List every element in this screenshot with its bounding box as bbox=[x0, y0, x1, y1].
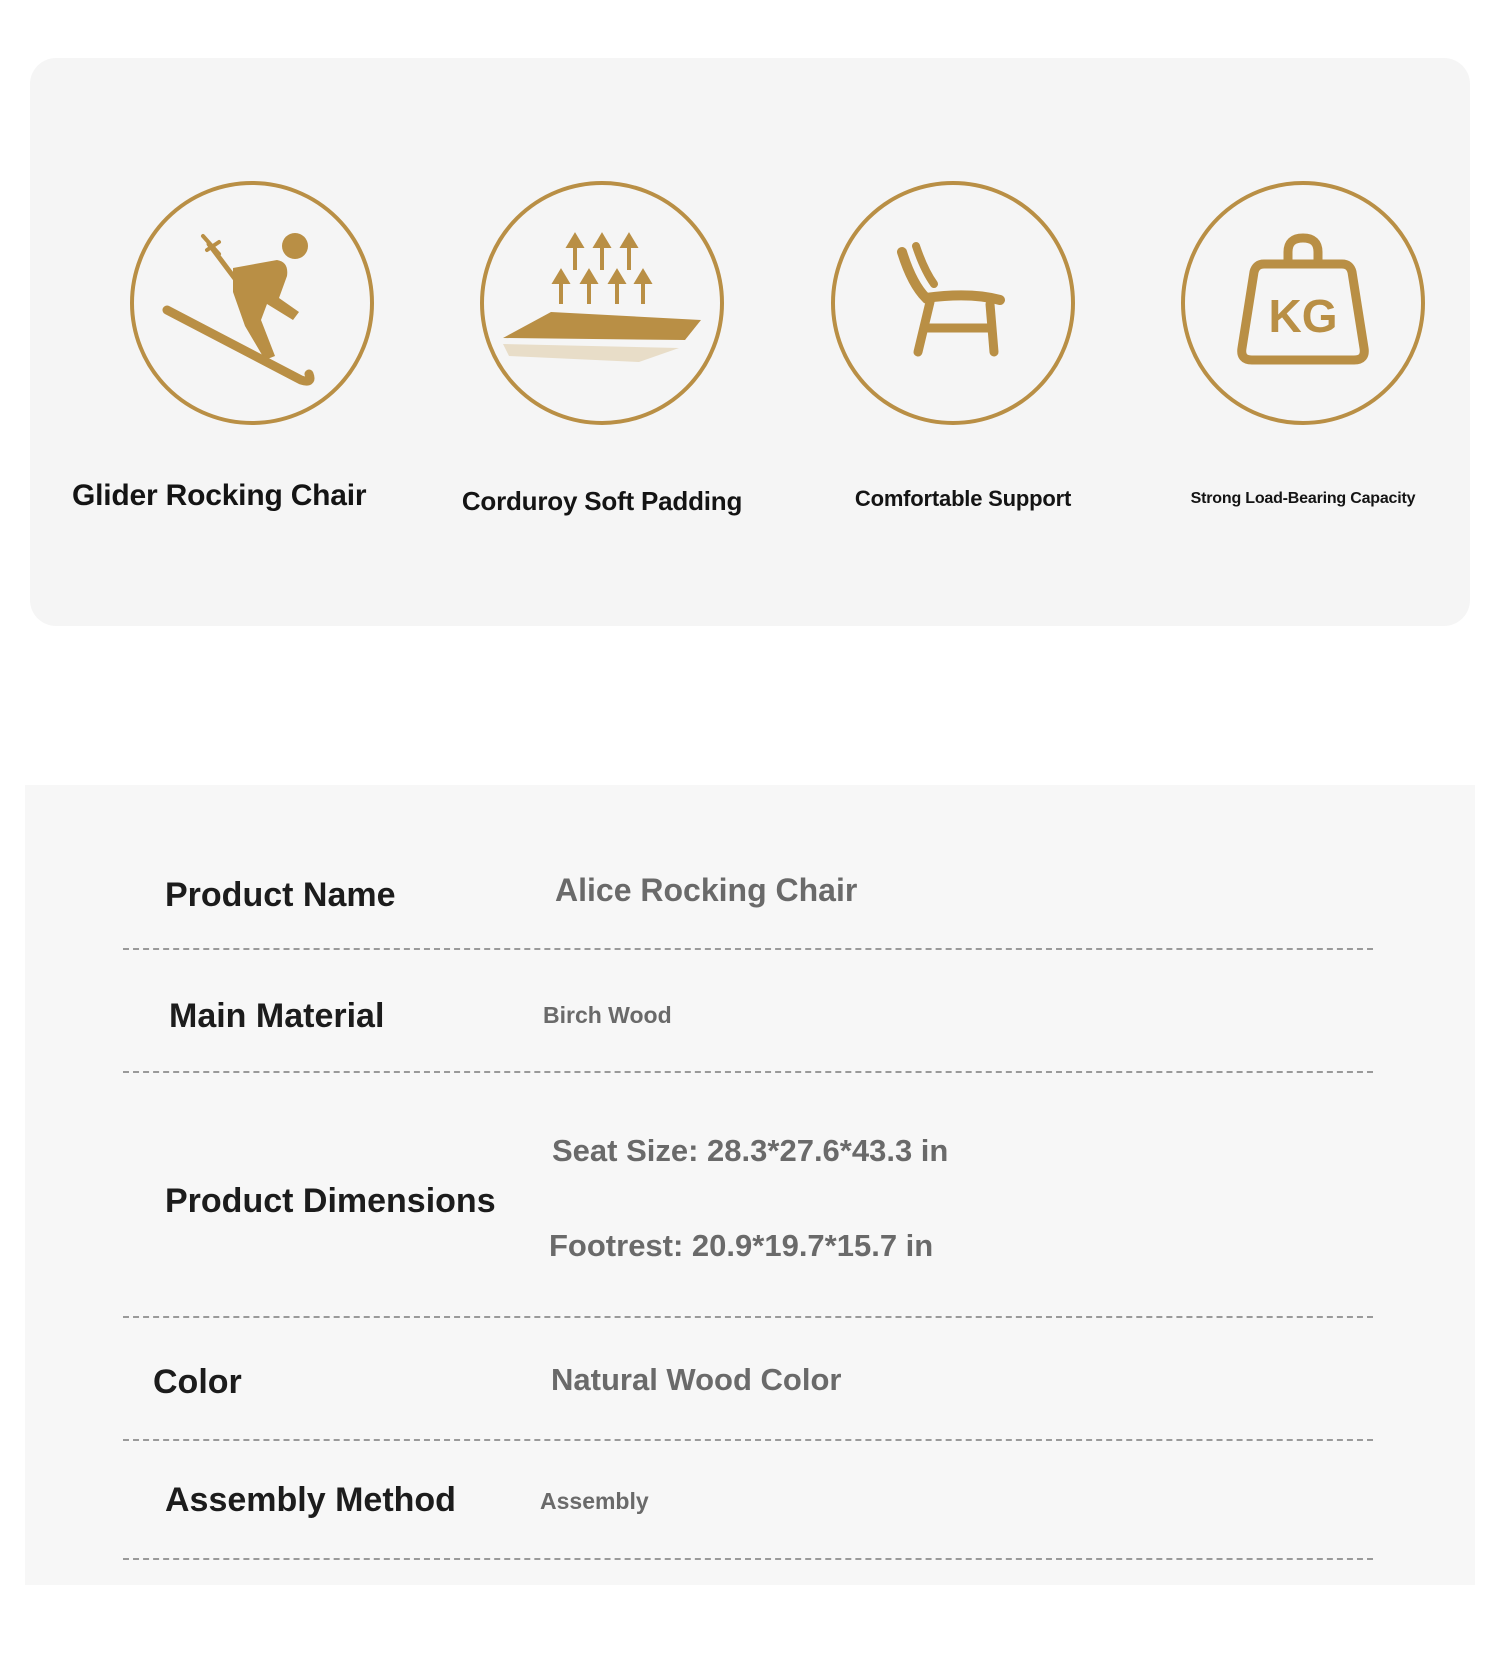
row-divider bbox=[123, 948, 1373, 950]
feature-comfortable-support bbox=[803, 180, 1103, 511]
spec-label: Product Name bbox=[165, 876, 396, 914]
spec-label: Assembly Method bbox=[165, 1481, 456, 1519]
feature-label: Comfortable Support bbox=[854, 486, 1072, 511]
spec-value: Assembly bbox=[540, 1488, 649, 1514]
row-divider bbox=[123, 1439, 1373, 1441]
spec-value: Natural Wood Color bbox=[551, 1362, 842, 1397]
feature-label: Glider Rocking Chair bbox=[72, 479, 367, 512]
spec-value-footrest: Footrest: 20.9*19.7*15.7 in bbox=[549, 1228, 934, 1263]
chair-icon bbox=[830, 180, 1076, 426]
feature-corduroy-soft-padding bbox=[452, 180, 752, 516]
spec-table bbox=[25, 785, 1475, 1585]
spec-label: Color bbox=[153, 1363, 242, 1401]
row-divider bbox=[123, 1558, 1373, 1560]
feature-glider-rocking-chair bbox=[72, 180, 402, 512]
spec-value: Alice Rocking Chair bbox=[555, 872, 858, 908]
spec-value-seat: Seat Size: 28.3*27.6*43.3 in bbox=[552, 1133, 949, 1168]
padding-icon bbox=[479, 180, 725, 426]
feature-strong-load-bearing bbox=[1153, 180, 1453, 507]
row-divider bbox=[123, 1316, 1373, 1318]
weight-icon-text: KG bbox=[1268, 290, 1338, 342]
spec-value: Birch Wood bbox=[543, 1002, 672, 1028]
spec-label: Product Dimensions bbox=[165, 1182, 496, 1220]
feature-label: Corduroy Soft Padding bbox=[461, 486, 743, 516]
row-divider bbox=[123, 1071, 1373, 1073]
spec-label: Main Material bbox=[169, 997, 385, 1035]
skier-icon bbox=[129, 180, 375, 426]
features-panel bbox=[30, 58, 1470, 626]
feature-label: Strong Load-Bearing Capacity bbox=[1190, 490, 1416, 507]
weight-icon bbox=[1180, 180, 1426, 426]
